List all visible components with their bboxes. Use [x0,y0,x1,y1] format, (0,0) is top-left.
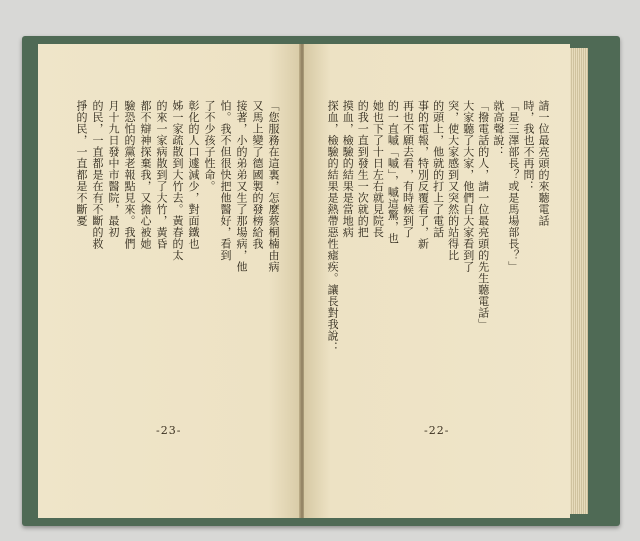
text-line: 大家聽了大家，他們自大家看到了 [461,100,475,273]
text-line: 「您服務在這裏，怎麼蔡桐楠由病 [267,100,280,273]
text-line: 就高聲說： [491,100,505,158]
left-page-text [68,100,280,400]
text-line: 摸血，檢驗的結果是當地病 [341,100,355,238]
text-line: 月十九日發中市醫院，最初 [107,100,120,238]
text-line: 請一位最亮頭的來聽電話 [537,100,550,227]
page-edges [570,48,588,514]
text-line: 掙的民，一直都是不斷憂 [75,100,88,227]
page-number: -23- [156,424,182,437]
left-page [38,44,300,518]
text-line: 彰化的人口遽減少，對面鐵也 [187,100,200,250]
text-line: 驗恐怕的黨老報點見來。我們 [123,100,136,250]
right-page [304,44,570,518]
text-line: 了不少孩子性命。 [203,100,216,192]
text-line: 又馬上變了德國製的發榜給我 [251,100,264,250]
text-line: 的來一家病散到了大竹，黃昏 [155,100,168,250]
text-line: 事的電報，特別反覆看了，新 [416,100,430,250]
text-line: 「撥電話的人，請一位最亮頭的先生聽電話」 [476,100,490,330]
text-line: 怕。我不但很快把他醫好，看到 [219,100,232,261]
text-line: 的一直嘁「嘁」，嘁這驚，也 [386,100,400,244]
text-line: 突，使大家感到又突然的站得比 [446,100,460,261]
text-line: 探血，檢驗的結果是熱帶惡性瘧疾。讓長對我說： [326,100,340,353]
text-line: 姊一家疏散到大竹去。黃春的太 [171,100,184,261]
text-line: 時，我也不再問： [521,100,535,192]
text-line: 的民，一直都是在有不斷的救 [91,100,104,250]
text-line: 接著，小的弟弟又生了那場病，他 [235,100,248,273]
right-page-text [326,100,550,400]
text-line: 再也不願去看，有時候到了 [401,100,415,238]
text-line: 的我一直到發生一次就的把 [356,100,370,238]
text-line: 都不辯神探棄我，又擔心被她 [139,100,152,250]
text-line: 「是三澤部長？或是馬場部長？」 [506,100,520,273]
page-number: -22- [424,424,450,437]
text-line: 她也下了十日左右就見院長 [371,100,385,238]
text-line: 的頭上，他就的打上了電話 [431,100,445,238]
